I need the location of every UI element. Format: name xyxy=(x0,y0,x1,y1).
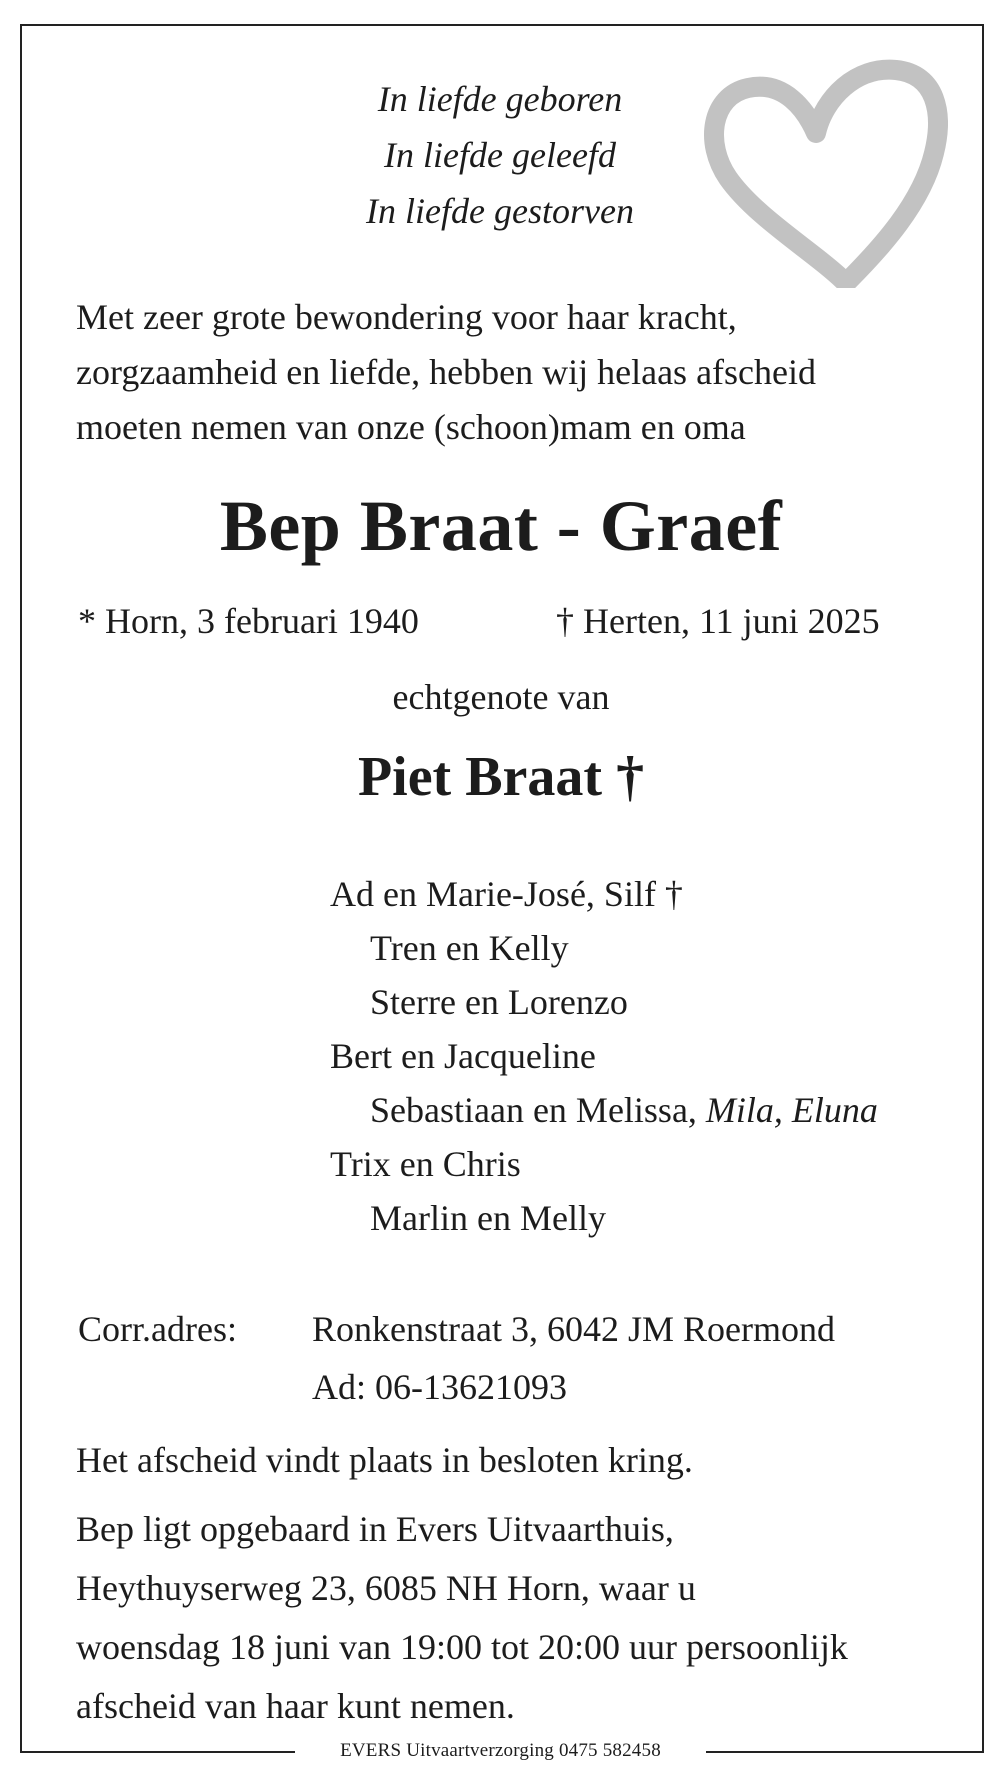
frame-bottom-right xyxy=(706,1751,982,1753)
viewing-line: afscheid van haar kunt nemen. xyxy=(76,1686,515,1726)
undertaker-footer: EVERS Uitvaartverzorging 0475 582458 xyxy=(340,1740,661,1761)
viewing-text xyxy=(76,1500,956,1736)
intro-line: zorgzaamheid en liefde, hebben wij helaas afscheid xyxy=(76,352,817,392)
birth-info: * Horn, 3 februari 1940 xyxy=(78,601,419,641)
motto-line-1: In liefde geboren xyxy=(377,79,623,119)
deceased-name: Bep Braat - Graef xyxy=(219,486,783,566)
family-member xyxy=(330,1083,878,1137)
family-member: Bert en Jacqueline xyxy=(330,1036,596,1076)
viewing-line: woensdag 18 juni van 19:00 tot 20:00 uur persoonlijk xyxy=(76,1627,848,1667)
family-member-names: Sebastiaan en Melissa, xyxy=(370,1090,697,1130)
viewing-line: Bep ligt opgebaard in Evers Uitvaarthuis, xyxy=(76,1509,674,1549)
family-member: Tren en Kelly xyxy=(370,928,569,968)
intro-text xyxy=(76,290,956,455)
viewing-line: Heythuyserweg 23, 6085 NH Horn, waar u xyxy=(76,1568,696,1608)
intro-line: Met zeer grote bewondering voor haar kracht, xyxy=(76,297,737,337)
motto-line-2: In liefde geleefd xyxy=(384,135,616,175)
death-info: † Herten, 11 juni 2025 xyxy=(556,601,880,641)
frame-bottom-left xyxy=(20,1751,295,1753)
family-member: Sterre en Lorenzo xyxy=(370,982,628,1022)
family-member: Ad en Marie-José, Silf † xyxy=(330,874,683,914)
great-grandchildren: Mila, Eluna xyxy=(705,1090,878,1130)
heart-icon xyxy=(696,58,948,288)
family-member: Trix en Chris xyxy=(330,1144,521,1184)
correspondence-phone: Ad: 06-13621093 xyxy=(312,1367,567,1407)
family-list xyxy=(330,867,878,1245)
correspondence-address: Ronkenstraat 3, 6042 JM Roermond xyxy=(312,1309,835,1349)
intro-line: moeten nemen van onze (schoon)mam en oma xyxy=(76,407,746,447)
correspondence-details xyxy=(312,1300,835,1416)
correspondence-label: Corr.adres: xyxy=(78,1309,237,1349)
spouse-label: echtgenote van xyxy=(392,677,610,717)
farewell-text: Het afscheid vindt plaats in besloten kring. xyxy=(76,1440,693,1480)
family-member: Marlin en Melly xyxy=(370,1198,606,1238)
spouse-name: Piet Braat † xyxy=(357,746,645,808)
motto-line-3: In liefde gestorven xyxy=(366,191,634,231)
